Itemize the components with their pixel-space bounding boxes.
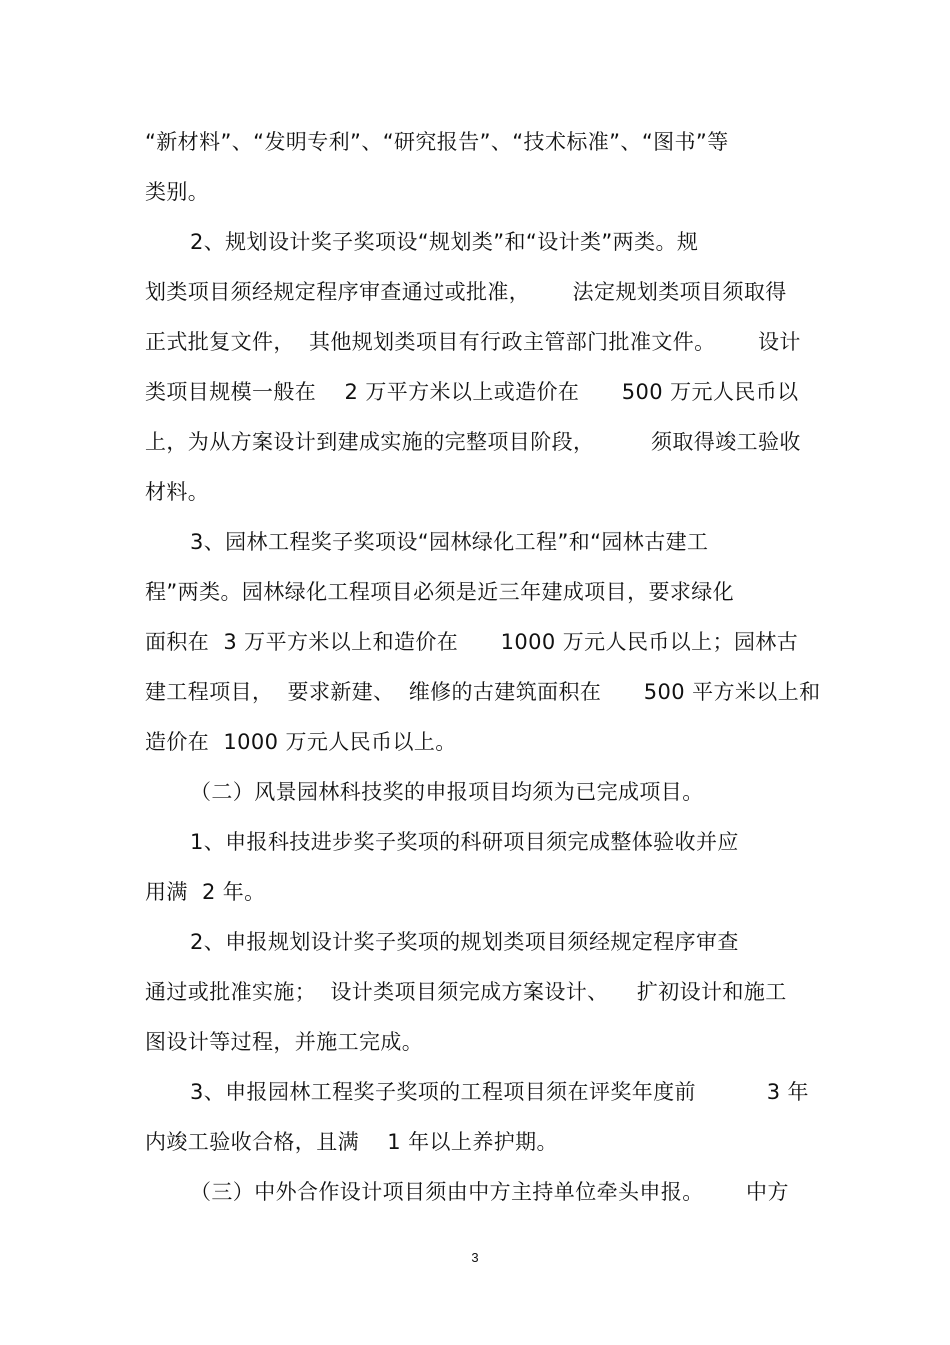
text-line: 2、申报规划设计奖子奖项的规划类项目须经规定程序审查: [190, 930, 739, 954]
text-line: 3、园林工程奖子奖项设“园林绿化工程”和“园林古建工: [190, 530, 709, 554]
page-number: 3: [471, 1250, 479, 1265]
text-line: 划类项目须经规定程序审查通过或批准， 法定规划类项目须取得: [145, 280, 787, 304]
text-line: 造价在 1000 万元人民币以上。: [145, 730, 457, 754]
text-line: 2、规划设计奖子奖项设“规划类”和“设计类”两类。规: [190, 230, 699, 254]
text-line: （二）风景园林科技奖的申报项目均须为已完成项目。: [190, 780, 704, 804]
text-line: 上，为从方案设计到建成实施的完整项目阶段， 须取得竣工验收: [145, 430, 801, 454]
text-line: 1、申报科技进步奖子奖项的科研项目须完成整体验收并应: [190, 830, 739, 854]
text-line: 程”两类。园林绿化工程项目必须是近三年建成项目，要求绿化: [145, 580, 735, 604]
text-line: 类项目规模一般在 2 万平方米以上或造价在 500 万元人民币以: [145, 380, 799, 404]
text-line: 图设计等过程，并施工完成。: [145, 1030, 424, 1054]
text-line: “新材料”、“发明专利”、“研究报告”、“技术标准”、“图书”等: [145, 130, 729, 154]
text-line: 类别。: [145, 180, 210, 204]
text-line: （三）中外合作设计项目须由中方主持单位牵头申报。 中方: [190, 1180, 789, 1204]
text-line: 建工程项目， 要求新建、 维修的古建筑面积在 500 平方米以上和: [145, 680, 821, 704]
text-line: 3、申报园林工程奖子奖项的工程项目须在评奖年度前 3 年: [190, 1080, 809, 1104]
text-line: 通过或批准实施； 设计类项目须完成方案设计、 扩初设计和施工: [145, 980, 787, 1004]
text-line: 材料。: [145, 480, 210, 504]
text-line: 正式批复文件， 其他规划类项目有行政主管部门批准文件。 设计: [145, 330, 801, 354]
text-line: 用满 2 年。: [145, 880, 266, 904]
text-line: 内竣工验收合格，且满 1 年以上养护期。: [145, 1130, 558, 1154]
text-line: 面积在 3 万平方米以上和造价在 1000 万元人民币以上；园林古: [145, 630, 799, 654]
